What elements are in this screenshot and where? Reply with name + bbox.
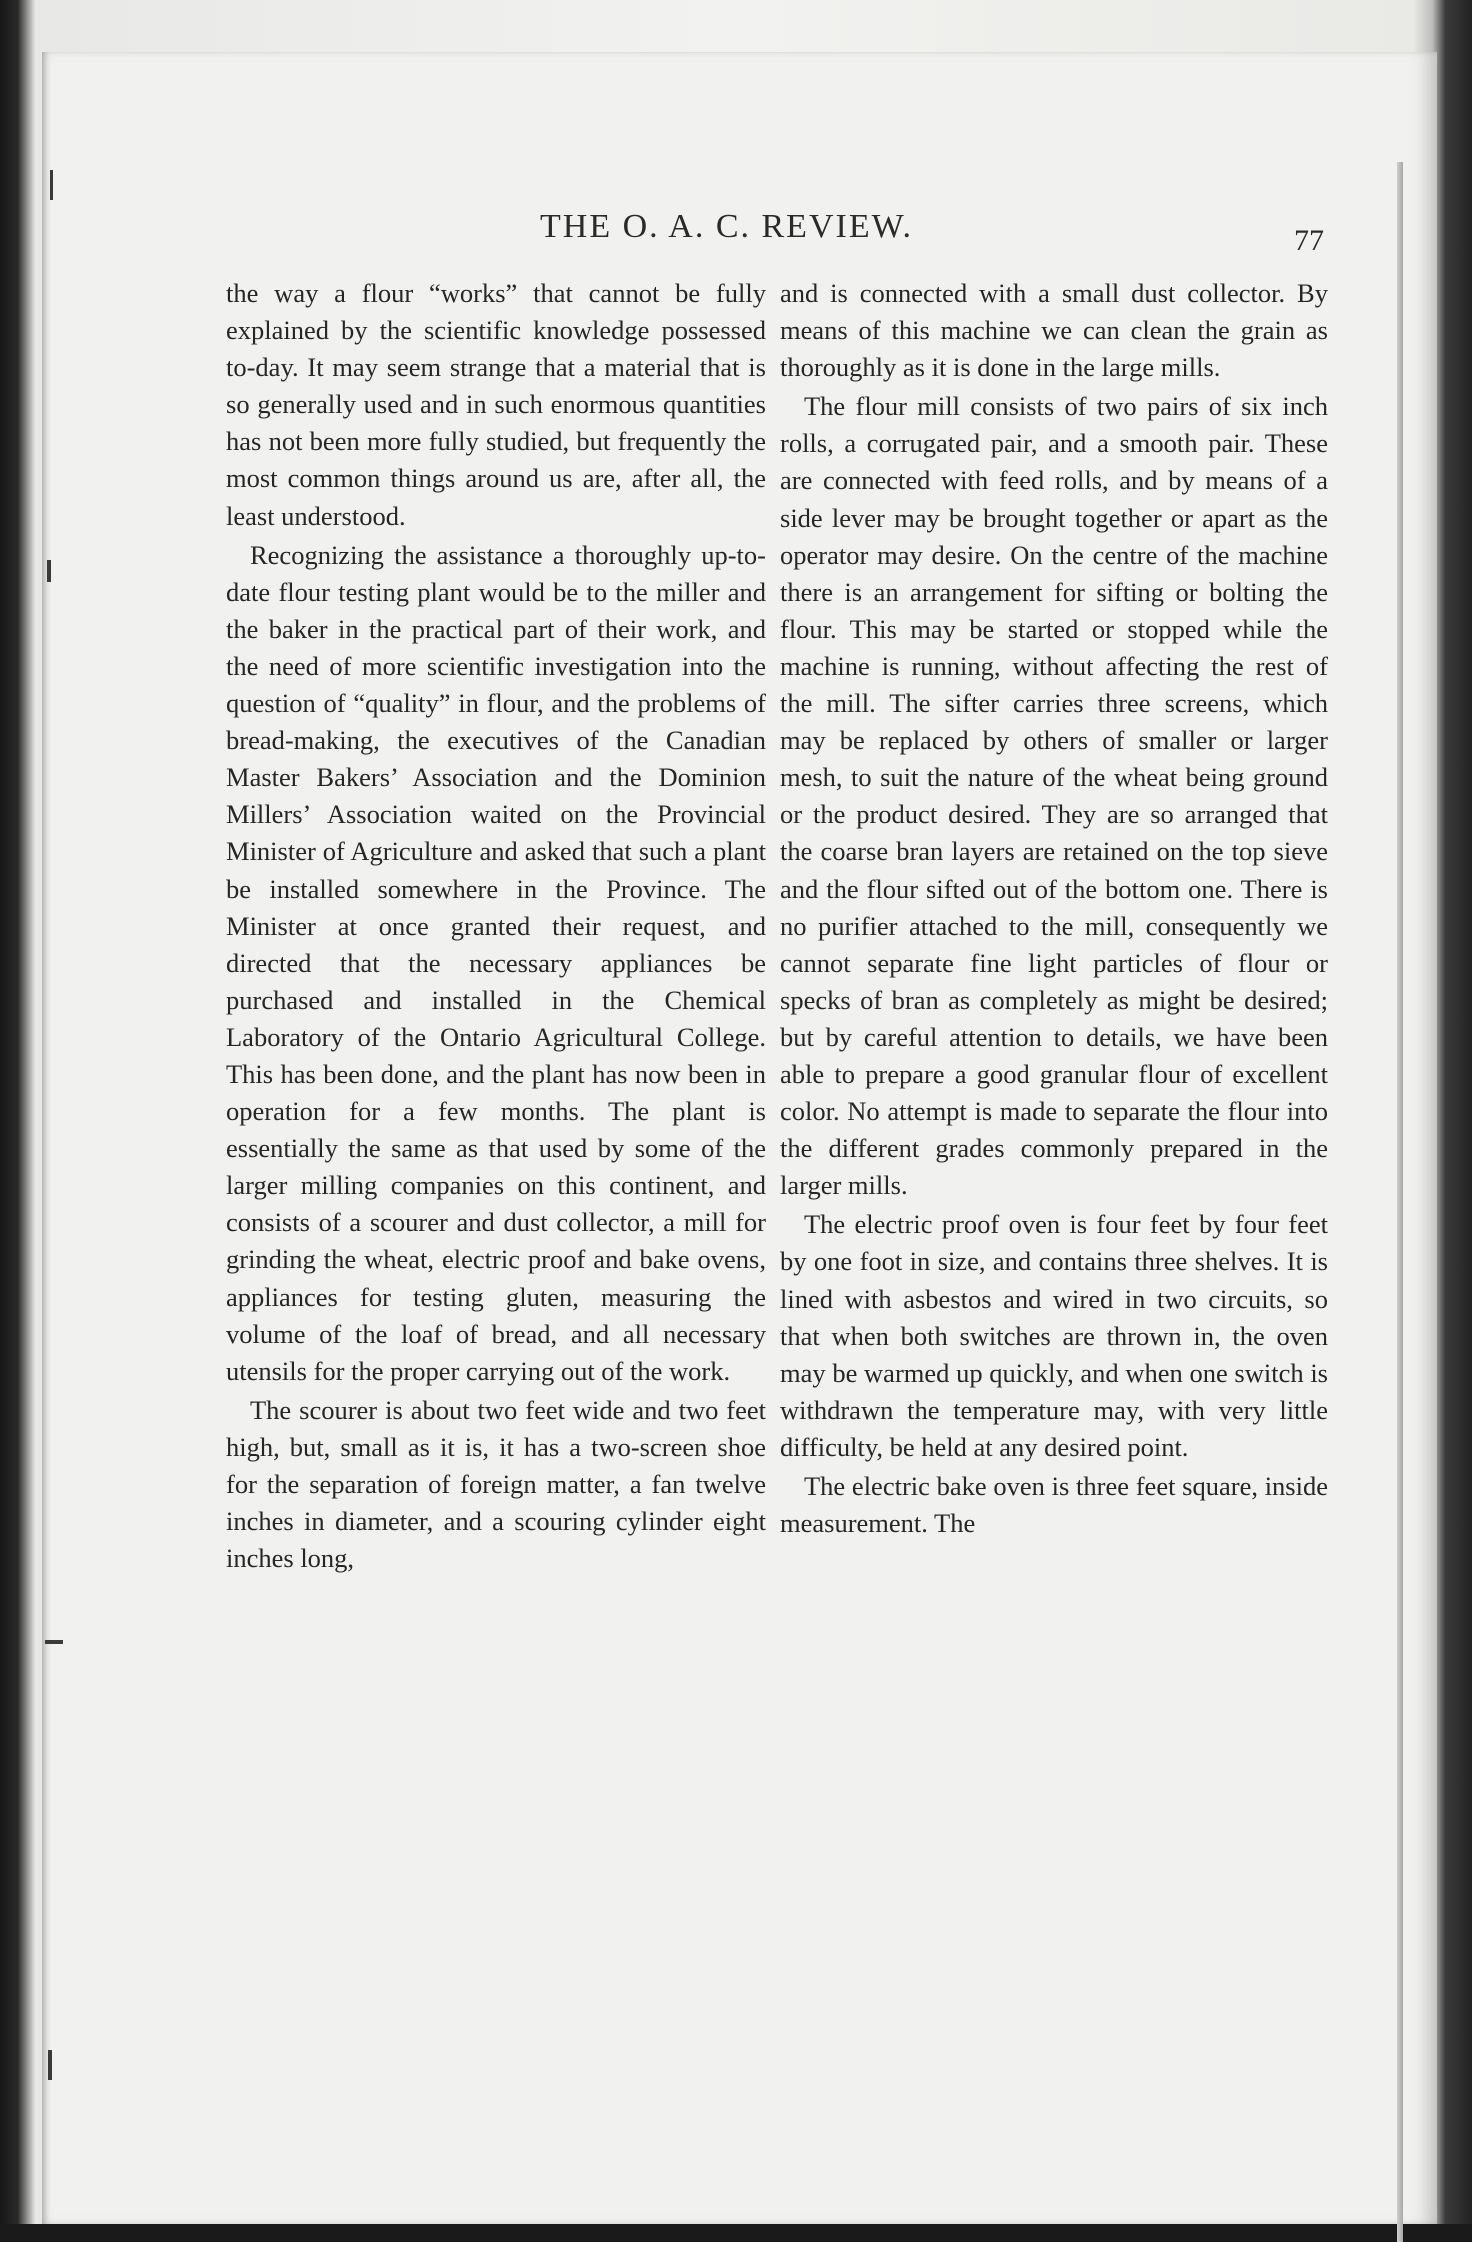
running-title: THE O. A. C. REVIEW.: [540, 208, 914, 245]
right-paragraph-1: and is connected with a small dust collector. By means of this machine we can clean the grain as thoroughly as it is done in the large mills.: [780, 278, 1328, 383]
right-paragraph-2: The flour mill consists of two pairs of six inch rolls, a corrugated pair, and a smooth pair. These are connected with feed rolls, and by means of a side lever may be brought together or apart as the operator may desire. On the centre of the machine there is an arrangement for sifting or bolting the flour. This may be started or stopped while the machine is running, without affecting the rest of the mill. The sifter carries three screens, which may be replaced by others of smaller or larger mesh, to suit the nature of the wheat being ground or the product desired. They are so arranged that the coarse bran layers are retained on the top sieve and the flour sifted out of the bottom one. There is no purifier attached to the mill, consequently we cannot separate fine light particles of flour or specks of bran as completely as might be desired; but by careful attention to details, we have been able to prepare a good granular flour of excellent color. No attempt is made to separate the flour into the different grades commonly prepared in the larger mills.: [780, 391, 1328, 1201]
running-header: [230, 208, 1350, 258]
left-paragraph-2: Recognizing the assistance a thoroughly up-to-date flour testing plant would be to the miller and the baker in the practical part of their work, and the need of more scientific investigation into the question of “quality” in flour, and the problems of bread-making, the executives of the Canadian Master Bakers’ Association and the Dominion Millers’ Association waited on the Provincial Minister of Agriculture and asked that such a plant be installed somewhere in the Province. The Minister at once granted their request, and directed that the necessary appliances be purchased and installed in the Chemical Laboratory of the Ontario Agricultural College. This has been done, and the plant has now been in operation for a few months. The plant is essentially the same as that used by some of the larger milling companies on this continent, and consists of a scourer and dust collector, a mill for grinding the wheat, electric proof and bake ovens, appliances for testing gluten, measuring the volume of the loaf of bread, and all necessary utensils for the proper carrying out of the work.: [226, 539, 766, 1386]
scan-speck: [50, 170, 53, 200]
scan-speck: [48, 2050, 52, 2080]
left-paragraph-1: the way a flour “works” that cannot be fully explained by the scientific knowledge possessed to-day. It may seem strange that a material that is so generally used and in such enormous quantities has not been more fully studied, but frequently the most common things around us are, after all, the least understood.: [226, 278, 766, 531]
page-number: 77: [1294, 224, 1324, 257]
scan-speck: [45, 1640, 63, 1644]
scan-speck: [47, 560, 51, 582]
page-edge-shadow: [1397, 162, 1403, 2242]
right-paragraph-4: The electric bake oven is three feet square, inside measurement. The: [780, 1471, 1328, 1539]
right-column: [780, 275, 1328, 1542]
right-paragraph-3: The electric proof oven is four feet by four feet by one foot in size, and contains three shelves. It is lined with asbestos and wired in two circuits, so that when both switches are thrown in, the oven may be warmed up quickly, and when one switch is withdrawn the temperature may, with very little difficulty, be held at any desired point.: [780, 1209, 1328, 1462]
left-paragraph-3: The scourer is about two feet wide and two feet high, but, small as it is, it has a two-screen shoe for the separation of foreign matter, a fan twelve inches in diameter, and a scouring cylinder eight inches long,: [226, 1394, 766, 1574]
left-column: [226, 275, 766, 1577]
